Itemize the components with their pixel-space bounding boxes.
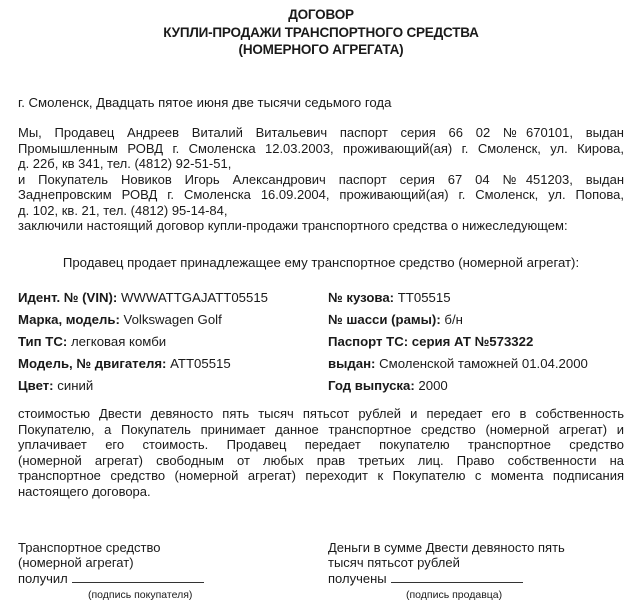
field-label: Марка, модель:	[18, 312, 120, 327]
sale-intro: Продавец продает принадлежащее ему транспортное средство (номерной агрегат):	[62, 255, 580, 270]
field-label: Год выпуска:	[328, 378, 415, 393]
buyer-signature-line[interactable]	[72, 570, 204, 583]
text-line: Мы, Продавец Андреев Виталий Витальевич паспорт серия 66 02 №670101, выдан	[18, 125, 624, 140]
text-line: и Покупатель Новиков Игорь Александрович паспорт серия 67 04 №451203, выдан	[18, 171, 624, 187]
field-value: легковая комби	[70, 334, 167, 349]
sig-text: тысяч пятьсот рублей	[328, 555, 460, 570]
field-make-model	[18, 312, 222, 328]
field-value: Смоленской таможней 01.04.2000	[379, 356, 588, 371]
sig-caption: (подпись покупателя)	[88, 589, 193, 601]
field-label: Тип ТС:	[18, 334, 68, 349]
field-engine	[18, 356, 231, 372]
terms-paragraph	[18, 406, 624, 499]
seller-signature-block	[328, 540, 565, 603]
field-label: № кузова:	[328, 290, 395, 305]
title-line: ДОГОВОР	[288, 7, 354, 22]
text-line: (номерной агрегат) свободным от любых прав третьих лиц. Право собственности на	[18, 452, 624, 468]
field-value: ATT05515	[170, 356, 231, 371]
title-line: (НОМЕРНОГО АГРЕГАТА)	[238, 42, 404, 57]
text-line: Промышленным РОВД г. Смоленска 12.03.2003, проживающий(ая) г. Смоленск, ул. Кирова,	[18, 140, 624, 156]
sig-caption: (подпись продавца)	[406, 589, 503, 601]
field-value: б/н	[444, 312, 463, 327]
field-vehicle-passport	[328, 334, 533, 350]
field-value: Volkswagen Golf	[123, 312, 222, 327]
sig-text: (номерной агрегат)	[18, 555, 134, 570]
field-value: 2000	[418, 378, 448, 393]
field-body-number	[328, 290, 451, 306]
field-vin	[18, 290, 268, 306]
text-line: д. 102, кв. 21, тел. (4812) 95-14-84,	[18, 202, 228, 218]
field-value: синий	[57, 378, 94, 393]
field-label: Идент. № (VIN):	[18, 290, 118, 305]
text-line: заключили настоящий договор купли-продажи транспортного средства о нижеследующем:	[18, 218, 568, 233]
sig-text: получены	[328, 571, 387, 586]
sig-text: Транспортное средство	[18, 540, 161, 555]
parties-paragraph	[18, 125, 624, 234]
sig-text: получил	[18, 571, 68, 586]
text-line: стоимостью Двести девяносто пять тысяч пятьсот рублей и передает его в собственность	[18, 406, 624, 421]
buyer-signature-block	[18, 540, 204, 603]
title-line: КУПЛИ-ПРОДАЖИ ТРАНСПОРТНОГО СРЕДСТВА	[163, 24, 479, 40]
field-label: Модель, № двигателя:	[18, 356, 167, 371]
field-label: Цвет:	[18, 378, 54, 393]
text-line: уплачивает его стоимость. Продавец передает покупателю транспортное средство	[18, 437, 624, 452]
field-vehicle-type	[18, 334, 166, 350]
text-line: д. 22б, кв 341, тел. (4812) 92-51-51,	[18, 156, 232, 171]
seller-signature-line[interactable]	[391, 570, 523, 583]
field-year	[328, 378, 448, 394]
field-label: Паспорт ТС: серия АТ №573322	[328, 334, 534, 349]
text-line: настоящего договора.	[18, 483, 151, 499]
place-date: г. Смоленск, Двадцать пятое июня две тысячи седьмого года	[18, 95, 392, 110]
field-color	[18, 378, 93, 394]
sig-text: Деньги в сумме Двести девяносто пять	[328, 540, 565, 555]
document-title	[0, 6, 642, 59]
field-chassis-number	[328, 312, 463, 328]
field-label: № шасси (рамы):	[328, 312, 441, 327]
field-label: выдан:	[328, 356, 376, 371]
text-line: транспортное средство (номерной агрегат) переходит к Покупателю с момента подписания	[18, 468, 624, 483]
field-value: TT05515	[397, 290, 451, 305]
field-value: WWWATTGAJATT05515	[120, 290, 269, 305]
text-line: Заднепровским РОВД г. Смоленска 16.09.2004, проживающий(ая) г. Смоленск, ул. Попова,	[18, 187, 624, 202]
field-issued-by	[328, 356, 588, 372]
text-line: Покупателю, а Покупатель принимает данное транспортное средство (номерной агрегат) и	[18, 421, 624, 437]
